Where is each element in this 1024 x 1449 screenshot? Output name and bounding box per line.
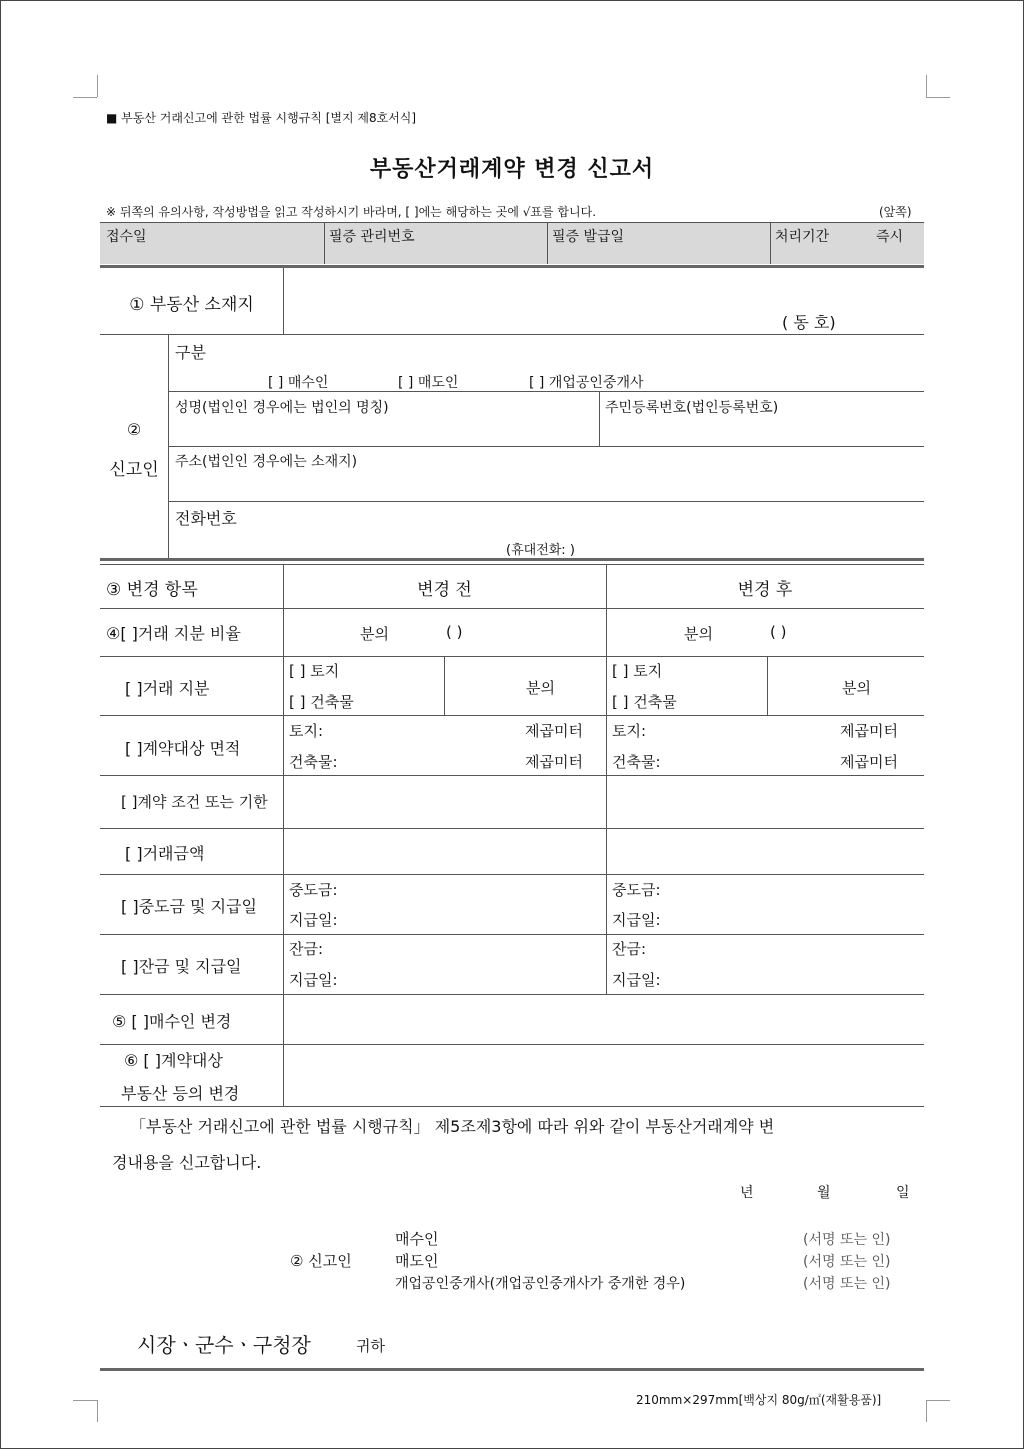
- balance-before-date: 지급일:: [289, 971, 338, 989]
- interim-after-date: 지급일:: [612, 911, 661, 929]
- processing-period-value: 즉시: [876, 229, 904, 245]
- rule: [100, 994, 924, 995]
- signature-seller[interactable]: (서명 또는 인): [803, 1254, 891, 1270]
- declaration-line-2: 경내용을 신고합니다.: [112, 1153, 262, 1172]
- rule: [770, 222, 771, 264]
- area-before-land-unit: 제곱미터: [525, 722, 583, 740]
- rule: [283, 268, 284, 334]
- rule: [547, 222, 548, 264]
- balance-before-amount: 잔금:: [289, 940, 324, 958]
- trade-share-label[interactable]: [ ]거래 지분: [125, 679, 210, 698]
- date-month[interactable]: 월: [817, 1185, 831, 1201]
- rule: [168, 446, 924, 447]
- rule: [168, 501, 924, 502]
- rule: [606, 564, 607, 994]
- balance-after-date: 지급일:: [612, 971, 661, 989]
- property-change-label-1[interactable]: ⑥ [ ]계약대상: [124, 1051, 223, 1070]
- option-buyer[interactable]: [ ] 매수인: [268, 375, 329, 391]
- crop-mark-bl-h: [73, 1400, 97, 1401]
- crop-mark-tr-v: [926, 75, 927, 97]
- option-broker[interactable]: [ ] 개업공인중개사: [529, 375, 644, 391]
- rule: [100, 1044, 924, 1045]
- cert-number-label: 필증 관리번호: [329, 229, 415, 245]
- area-after-land: 토지:: [612, 722, 647, 740]
- rule: [100, 564, 924, 565]
- contract-area-label[interactable]: [ ]계약대상 면적: [125, 739, 241, 758]
- rule: [100, 775, 924, 776]
- area-before-building-unit: 제곱미터: [525, 753, 583, 771]
- rule: [100, 715, 924, 716]
- balance-payment-label[interactable]: [ ]잔금 및 지급일: [121, 957, 242, 976]
- signer-broker: 개업공인중개사(개업공인중개사가 중개한 경우): [395, 1276, 686, 1292]
- rule: [599, 391, 600, 446]
- receipt-date-label: 접수일: [106, 229, 147, 245]
- rule: [444, 656, 445, 715]
- interim-before-date: 지급일:: [289, 911, 338, 929]
- rule: [100, 608, 924, 609]
- balance-after-amount: 잔금:: [612, 940, 647, 958]
- trade-amount-label[interactable]: [ ]거래금액: [125, 844, 205, 863]
- area-after-land-unit: 제곱미터: [840, 722, 898, 740]
- ratio-before-fraction: 분의: [360, 625, 389, 643]
- phone-label: 전화번호: [175, 509, 237, 528]
- rule: [100, 828, 924, 829]
- rule: [283, 564, 284, 1106]
- ratio-after-fraction: 분의: [684, 625, 713, 643]
- share-after-land[interactable]: [ ] 토지: [612, 662, 663, 680]
- share-before-fraction: 분의: [526, 679, 555, 697]
- declaration-line-1: 「부동산 거래신고에 관한 법률 시행규칙」 제5조제3항에 따라 위와 같이 부동산거래계약 변: [130, 1117, 775, 1136]
- addressee: 시장ㆍ군수ㆍ구청장: [137, 1333, 311, 1357]
- crop-mark-br-h: [926, 1400, 950, 1401]
- reporter-label: 신고인: [109, 460, 159, 480]
- paper-spec: 210mm×297mm[백상지 80g/㎡(재활용품)]: [636, 1393, 882, 1407]
- interim-before-amount: 중도금:: [289, 881, 338, 899]
- thick-rule: [100, 1368, 924, 1371]
- change-items-label: ③ 변경 항목: [106, 580, 198, 600]
- crop-mark-bl-v: [97, 1400, 98, 1422]
- interim-after-amount: 중도금:: [612, 881, 661, 899]
- rule: [767, 656, 768, 715]
- rule: [100, 334, 924, 335]
- side-label: (앞쪽): [879, 205, 912, 219]
- thick-rule: [100, 558, 924, 561]
- rule: [168, 391, 924, 392]
- share-before-building[interactable]: [ ] 건축물: [289, 693, 354, 711]
- category-label: 구분: [175, 343, 206, 362]
- crop-mark-tl-h: [73, 97, 97, 98]
- rule: [100, 1106, 924, 1107]
- crop-mark-br-v: [926, 1400, 927, 1422]
- thick-rule: [100, 265, 924, 268]
- option-seller[interactable]: [ ] 매도인: [398, 375, 459, 391]
- date-day[interactable]: 일: [896, 1185, 910, 1201]
- dong-ho-field[interactable]: ( 동 호): [782, 313, 836, 332]
- area-after-building: 건축물:: [612, 753, 661, 771]
- contract-terms-label[interactable]: [ ]계약 조건 또는 기한: [121, 793, 268, 811]
- mobile-field[interactable]: (휴대전화: ): [506, 543, 575, 558]
- area-before-land: 토지:: [289, 722, 324, 740]
- share-after-building[interactable]: [ ] 건축물: [612, 693, 677, 711]
- ratio-before-paren: ( ): [446, 623, 463, 641]
- share-after-fraction: 분의: [842, 679, 871, 697]
- signature-buyer[interactable]: (서명 또는 인): [803, 1232, 891, 1248]
- processing-period-label: 처리기간: [775, 229, 830, 245]
- share-ratio-label[interactable]: ④[ ]거래 지분 비율: [106, 624, 241, 643]
- name-label: 성명(법인인 경우에는 법인의 명칭): [175, 400, 389, 416]
- share-before-land[interactable]: [ ] 토지: [289, 662, 340, 680]
- rule: [100, 222, 924, 223]
- signer-seller: 매도인: [395, 1252, 439, 1270]
- instruction-note: ※ 뒤쪽의 유의사항, 작성방법을 읽고 작성하시기 바라며, [ ]에는 해당하는 곳에 √표를 합니다.: [106, 205, 597, 219]
- property-location-label: ① 부동산 소재지: [129, 295, 254, 315]
- addressee-suffix: 귀하: [356, 1337, 385, 1355]
- date-year[interactable]: 년: [740, 1185, 754, 1201]
- after-change-header: 변경 후: [737, 580, 793, 600]
- property-change-label-2: 부동산 등의 변경: [121, 1084, 240, 1103]
- crop-mark-tr-h: [926, 97, 950, 98]
- page-title: 부동산거래계약 변경 신고서: [369, 157, 655, 182]
- crop-mark-tl-v: [97, 75, 98, 97]
- rule: [100, 934, 924, 935]
- rule: [100, 656, 924, 657]
- interim-payment-label[interactable]: [ ]중도금 및 지급일: [121, 897, 257, 916]
- rule: [324, 222, 325, 264]
- reporter-label-number: ②: [126, 420, 142, 439]
- address-label: 주소(법인인 경우에는 소재지): [175, 454, 358, 470]
- rule: [100, 874, 924, 875]
- cert-issue-date-label: 필증 발급일: [552, 229, 625, 245]
- id-number-label: 주민등록번호(법인등록번호): [605, 400, 779, 416]
- form-reference: ■ 부동산 거래신고에 관한 법률 시행규칙 [별지 제8호서식]: [106, 111, 417, 125]
- signer-buyer: 매수인: [395, 1230, 439, 1248]
- buyer-change-label[interactable]: ⑤ [ ]매수인 변경: [112, 1012, 232, 1031]
- signature-broker[interactable]: (서명 또는 인): [803, 1276, 891, 1292]
- before-change-header: 변경 전: [417, 580, 472, 600]
- area-before-building: 건축물:: [289, 753, 338, 771]
- area-after-building-unit: 제곱미터: [840, 753, 898, 771]
- signer-label: ② 신고인: [290, 1252, 352, 1270]
- ratio-after-paren: ( ): [770, 623, 787, 641]
